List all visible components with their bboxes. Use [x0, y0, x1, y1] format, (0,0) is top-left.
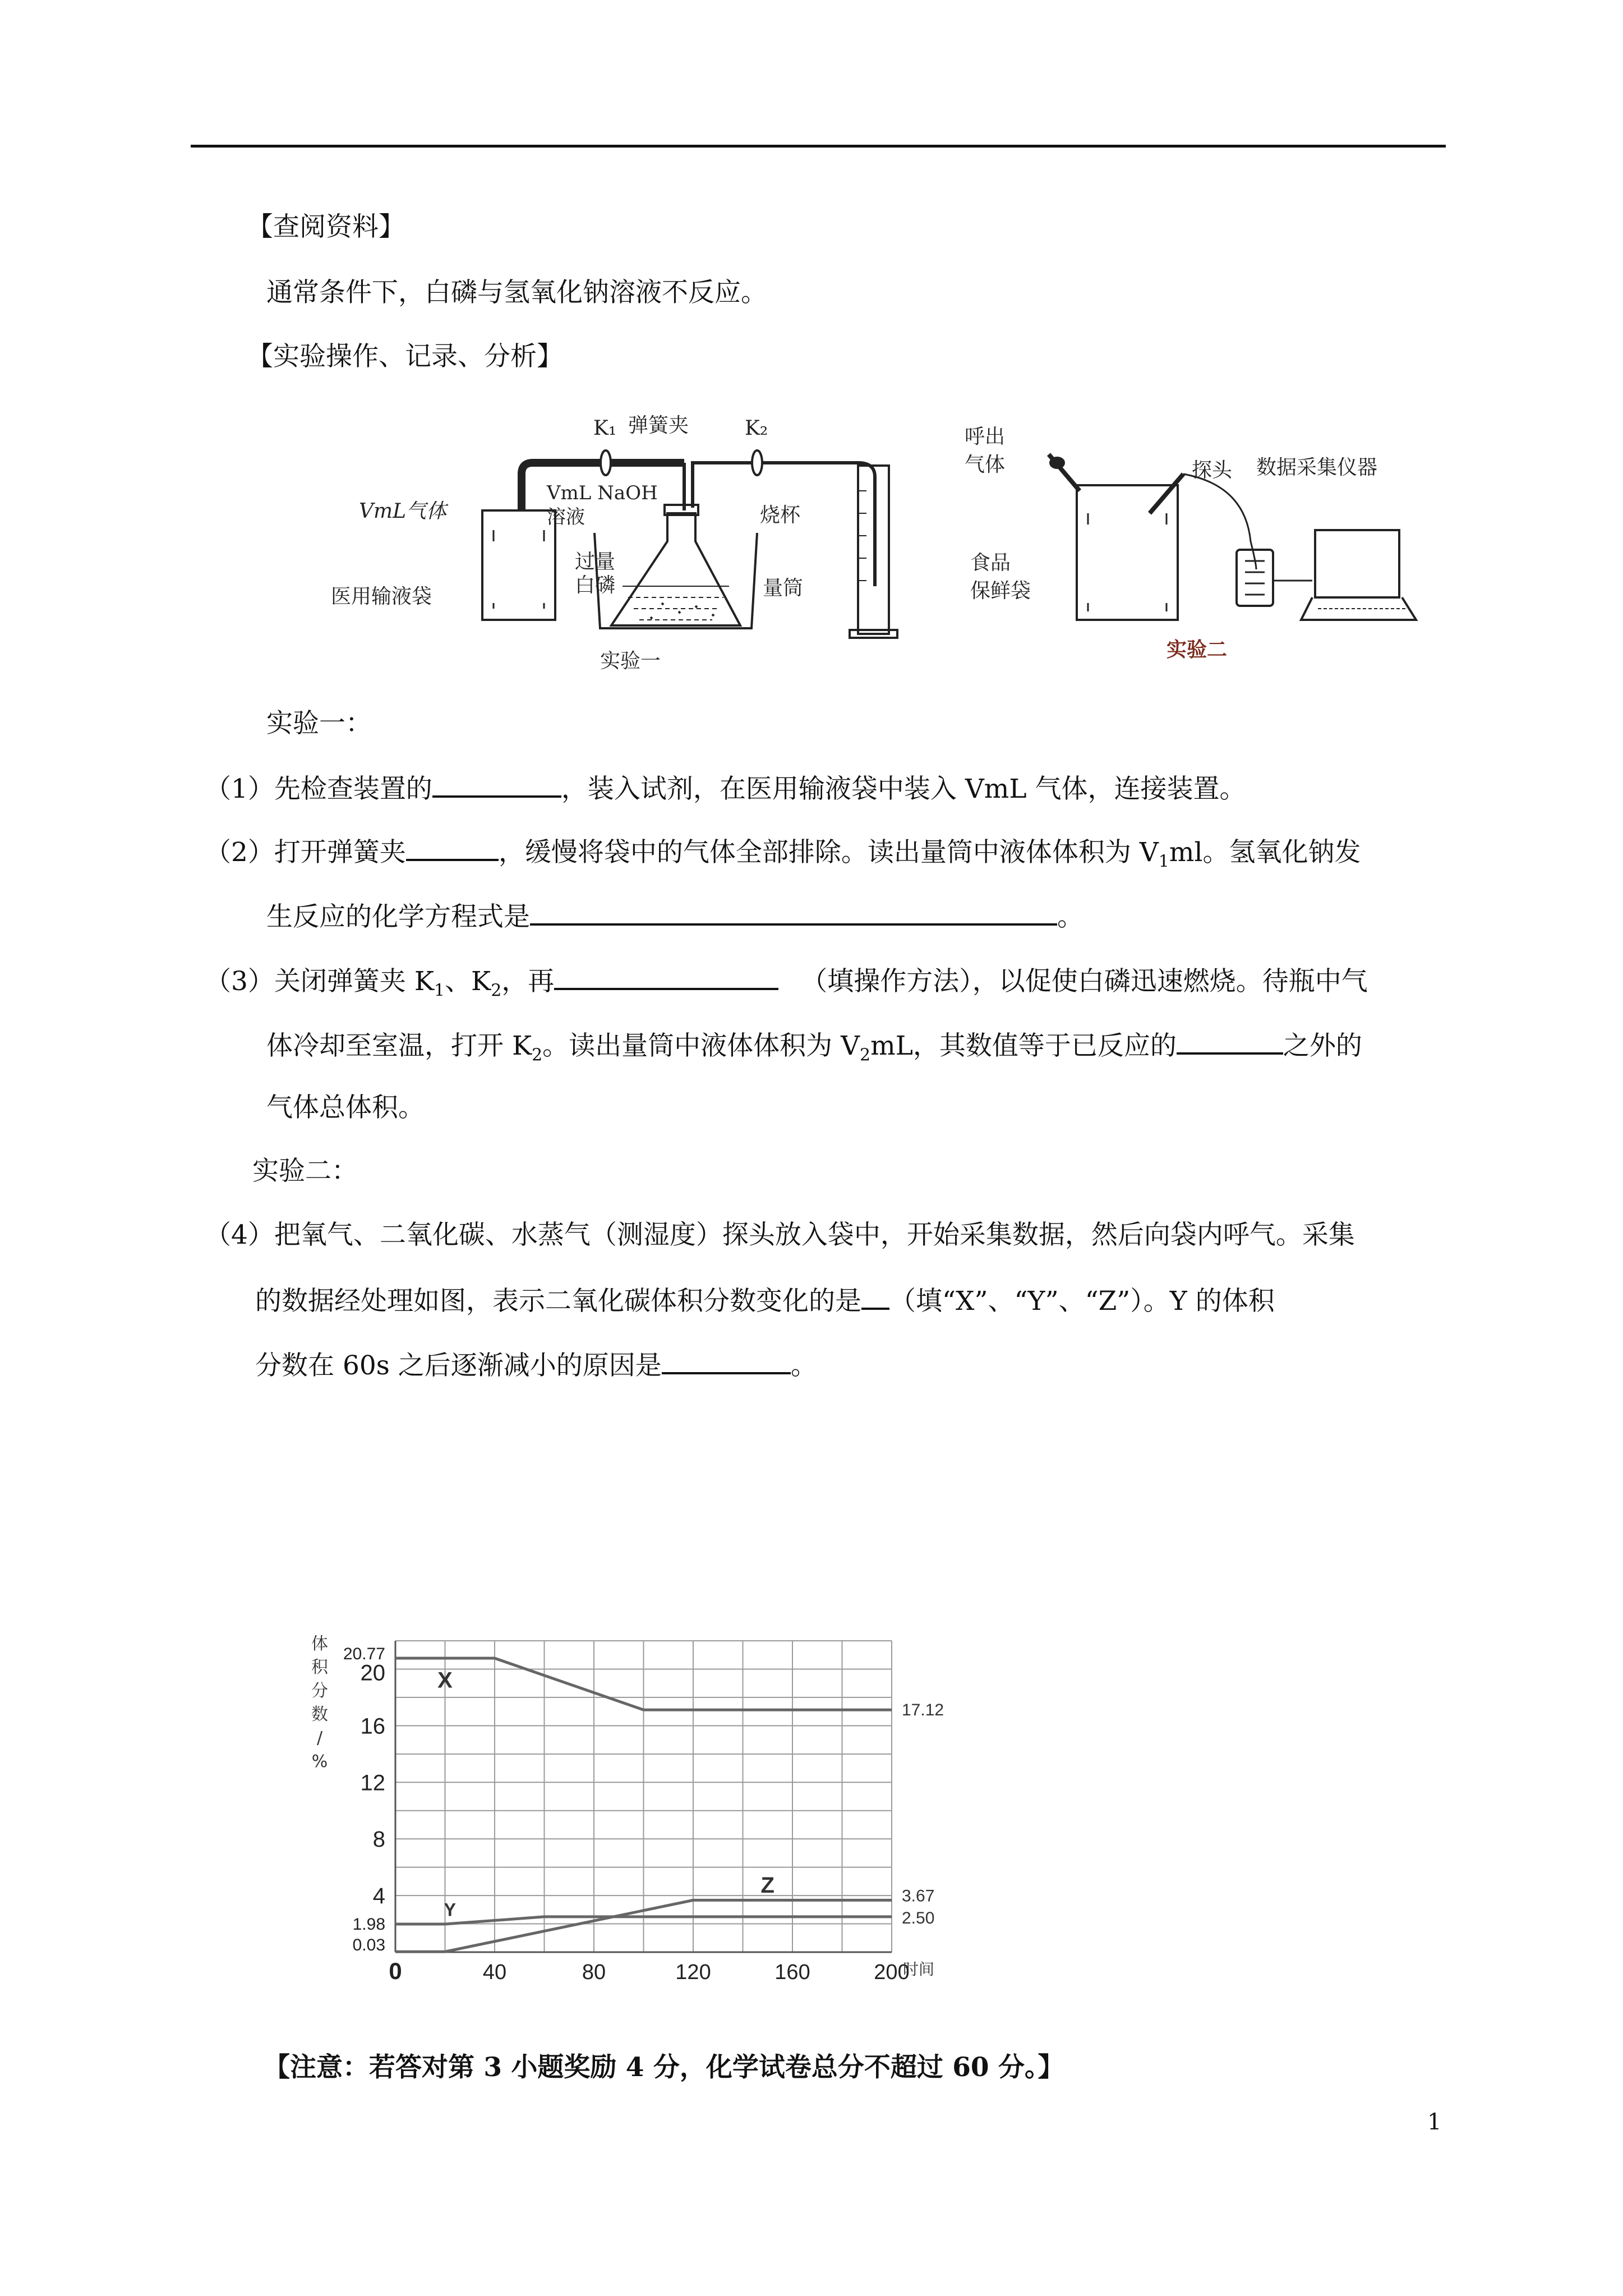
q3-text-g: mL，其数值等于已反应的 [870, 1030, 1177, 1061]
q3-sub2: 2 [491, 981, 502, 1001]
q3-sub4: 2 [860, 1045, 871, 1065]
y-tick-label: 1.98 [352, 1915, 385, 1934]
y-axis-label-char: / [316, 1728, 323, 1748]
q4-blank-co2[interactable] [861, 1282, 889, 1310]
q3-text-d: （填操作方法），以促使白磷迅速燃烧。待瓶中气 [801, 966, 1368, 997]
series-end-label-y: 2.50 [902, 1908, 935, 1927]
series-end-label-x: 17.12 [902, 1701, 944, 1720]
q3-blank-method[interactable] [554, 962, 778, 990]
label-white-phosphorus: 白磷 [575, 574, 616, 597]
q1-text-a: （1）先检查装置的 [205, 774, 432, 804]
series-name-y: Y [444, 1899, 457, 1920]
x-tick-label: 0 [389, 1958, 402, 1984]
label-beaker: 烧杯 [760, 504, 801, 527]
q2-sub: 1 [1158, 852, 1169, 872]
q3-text-c: ，再 [501, 966, 555, 997]
y-axis-label-char: 分 [311, 1681, 328, 1701]
x-axis-label: 时间 [903, 1960, 935, 1978]
food-bag-shape [1077, 485, 1178, 620]
y-tick-label: 20.77 [343, 1645, 385, 1664]
q3-text-a: （3）关闭弹簧夹 K [205, 966, 434, 997]
q4-text-c: （填“X”、“Y”、“Z”）。Y 的体积 [889, 1286, 1275, 1317]
q2-blank-clip[interactable] [406, 833, 499, 861]
label-infusion-bag: 医用输液袋 [331, 585, 432, 608]
q2-text-d: 生反应的化学方程式是 [266, 901, 530, 932]
reference-text: 通常条件下，白磷与氢氧化钠溶液不反应。 [266, 277, 767, 308]
q1-blank[interactable] [432, 770, 561, 798]
x-tick-label: 120 [675, 1961, 711, 1984]
label-cylinder: 量筒 [763, 577, 804, 600]
y-tick-label: 20 [360, 1660, 385, 1686]
y-tick-label: 4 [372, 1884, 385, 1909]
apparatus-figure [325, 401, 1469, 676]
label-spring-clip: 弹簧夹 [628, 414, 689, 437]
header-rule [191, 145, 1446, 148]
q3-sub3: 2 [532, 1045, 543, 1065]
q3-text-e: 体冷却至室温，打开 K [266, 1030, 532, 1061]
volume-fraction-chart [297, 1616, 1026, 1997]
label-exhale-2: 气体 [965, 453, 1006, 476]
question-3-line3: 气体总体积。 [266, 1092, 425, 1123]
x-tick-label: 200 [874, 1961, 910, 1984]
question-2-line1 [205, 833, 1361, 878]
label-food-1: 食品 [970, 551, 1011, 574]
y-tick-label: 0.03 [352, 1936, 385, 1955]
y-axis-label-char: 数 [311, 1705, 328, 1724]
y-axis-label-char: % [311, 1752, 328, 1772]
y-tick-label: 12 [360, 1770, 385, 1796]
question-3-line1 [205, 962, 1368, 1007]
question-2-line2 [266, 898, 1083, 934]
q3-text-b: 、K [445, 966, 491, 997]
label-food-2: 保鲜袋 [970, 579, 1031, 602]
y-tick-label: 8 [372, 1827, 385, 1852]
q2-blank-equation[interactable] [530, 898, 1057, 926]
label-solution: 溶液 [547, 506, 585, 528]
bonus-note: 【注意：若答对第 3 小题奖励 4 分，化学试卷总分不超过 60 分。】 [264, 2052, 1064, 2083]
q1-text-b: ，装入试剂，在医用输液袋中装入 VmL 气体，连接装置。 [561, 774, 1246, 804]
chart-svg [297, 1616, 1026, 1997]
label-k2: K₂ [745, 417, 768, 440]
y-axis-label-char: 体 [311, 1634, 328, 1654]
label-naoh: VmL NaOH [547, 482, 658, 504]
label-collector: 数据采集仪器 [1256, 456, 1378, 479]
q4-text-e: 。 [790, 1350, 817, 1381]
q3-text-h: 之外的 [1283, 1030, 1362, 1061]
exp1-title: 实验一： [266, 708, 372, 739]
q2-text-e: 。 [1057, 901, 1083, 932]
q4-text-b: 的数据经处理如图，表示二氧化碳体积分数变化的是 [255, 1286, 861, 1317]
label-exhale-1: 呼出 [965, 425, 1006, 448]
x-tick-label: 40 [482, 1961, 507, 1984]
question-4-line2 [255, 1282, 1275, 1318]
section-heading-references: 【查阅资料】 [247, 211, 405, 242]
question-1 [205, 770, 1246, 806]
exp2-title: 实验二： [252, 1156, 358, 1186]
page-number: 1 [1427, 2109, 1442, 2135]
y-axis-label-char: 积 [311, 1658, 328, 1677]
q3-blank-gas[interactable] [1177, 1027, 1283, 1055]
question-3-line2 [266, 1027, 1362, 1072]
label-gas: VmL气体 [359, 500, 447, 523]
y-tick-label: 16 [360, 1714, 385, 1739]
series-name-x: X [437, 1668, 453, 1693]
question-4-line1: （4）把氧气、二氧化碳、水蒸气（测湿度）探头放入袋中，开始采集数据，然后向袋内呼气。采集 [205, 1220, 1355, 1250]
label-probe: 探头 [1192, 459, 1233, 482]
series-name-z: Z [760, 1873, 774, 1898]
label-excess: 过量 [575, 550, 616, 573]
caption-exp1: 实验一 [600, 650, 661, 673]
label-k1: K₁ [593, 417, 617, 440]
section-heading-operations: 【实验操作、记录、分析】 [247, 341, 563, 372]
x-tick-label: 80 [582, 1961, 606, 1984]
q3-text-f: 。读出量筒中液体体积为 V [542, 1030, 860, 1061]
laptop-screen-shape [1315, 530, 1399, 597]
apparatus-svg [325, 401, 1469, 676]
q2-text-c: ml。氢氧化钠发 [1169, 837, 1361, 868]
q4-text-d: 分数在 60s 之后逐渐减小的原因是 [255, 1350, 662, 1381]
q3-sub1: 1 [434, 981, 445, 1001]
caption-exp2: 实验二 [1166, 638, 1228, 661]
question-4-line3 [255, 1346, 817, 1383]
q2-text-b: ，缓慢将袋中的气体全部排除。读出量筒中液体体积为 V [498, 837, 1159, 868]
q2-text-a: （2）打开弹簧夹 [205, 837, 406, 868]
x-tick-label: 160 [774, 1961, 810, 1984]
series-end-label-z: 3.67 [902, 1887, 935, 1906]
q4-blank-reason[interactable] [662, 1346, 791, 1374]
